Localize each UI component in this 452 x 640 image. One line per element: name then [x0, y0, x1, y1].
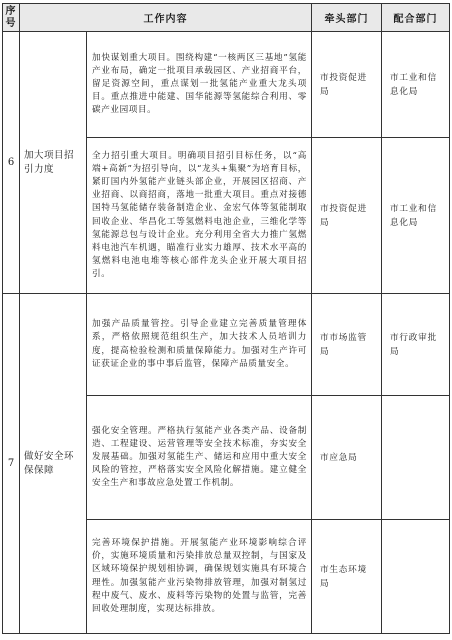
table-header-row	[3, 4, 450, 32]
content-cell: 加快谋划重大项目。围绕构建“一核两区三基地”氢能产业布局，确定一批项目承载园区、产业招商平台，留足资源空间，重点谋划一批氢能产业重大龙头项目。重点推进中能建、国华能源等氢能综合利用、零碳产业园项目。	[87, 32, 312, 138]
support-dept	[382, 396, 450, 520]
lead-dept: 市投资促进局	[312, 32, 382, 138]
item-title: 做好安全环保保障	[20, 294, 87, 634]
row-seq: 7	[3, 294, 20, 634]
row-seq: 6	[3, 32, 20, 294]
lead-dept: 市市场监管局	[312, 294, 382, 396]
lead-dept: 市生态环境局	[312, 520, 382, 634]
lead-dept: 市投资促进局	[312, 138, 382, 294]
table-row	[3, 294, 450, 396]
support-dept	[382, 520, 450, 634]
content-cell: 强化安全管理。严格执行氢能产业各类产品、设备制造、工程建设、运营管理等安全技术标准，夯实安全发展基础。加强对氢能生产、储运和应用中重大安全风险的管控，严格落实安全风险化解措施。建立健全安全生产和事故应急处置工作机制。	[87, 396, 312, 520]
header-support: 配合部门	[382, 4, 450, 32]
table-row	[3, 32, 450, 138]
support-dept: 市行政审批局	[382, 294, 450, 396]
content-cell: 全力招引重大项目。明确项目招引目标任务，以“高端+高新”为招引导向，以“龙头+集聚”为培育目标，紧盯国内外氢能产业链头部企业，开展园区招商、产业招商、以商招商，落地一批重大项目。重点对接德国特马氢能储存装备制造企业、金宏气体等氢能制取回收企业、华昌化工等氢燃料电池企业，三维化学等氢能源总包与设计企业。充分利用全省大力推广氢燃料电池汽车机遇，瞄准行业实力雄厚、技术水平高的氢燃料电池电堆等核心部件龙头企业开展大项目招引。	[87, 138, 312, 294]
content-cell: 完善环境保护措施。开展氢能产业环境影响综合评价，实施环境质量和污染排放总量双控制，与国家及区域环境保护规划相协调，确保规划实施具有环境合理性。加强氢能产业污染物排放管理，加强对制氢过程中废气、废水、废料等污染物的处置与监管，完善回收处理制度，实现达标排放。	[87, 520, 312, 634]
content-cell: 加强产品质量管控。引导企业建立完善质量管理体系，严格依照规范组织生产，加大技术人员培训力度，提高检验检测和质量保障能力。加强对生产许可证获证企业的事中事后监管，保障产品质量安全。	[87, 294, 312, 396]
header-lead: 牵头部门	[312, 4, 382, 32]
item-title: 加大项目招引力度	[20, 32, 87, 294]
support-dept: 市工业和信息化局	[382, 138, 450, 294]
header-seq: 序号	[3, 4, 20, 32]
work-table	[2, 3, 450, 634]
support-dept: 市工业和信息化局	[382, 32, 450, 138]
lead-dept: 市应急局	[312, 396, 382, 520]
header-content: 工作内容	[20, 4, 312, 32]
